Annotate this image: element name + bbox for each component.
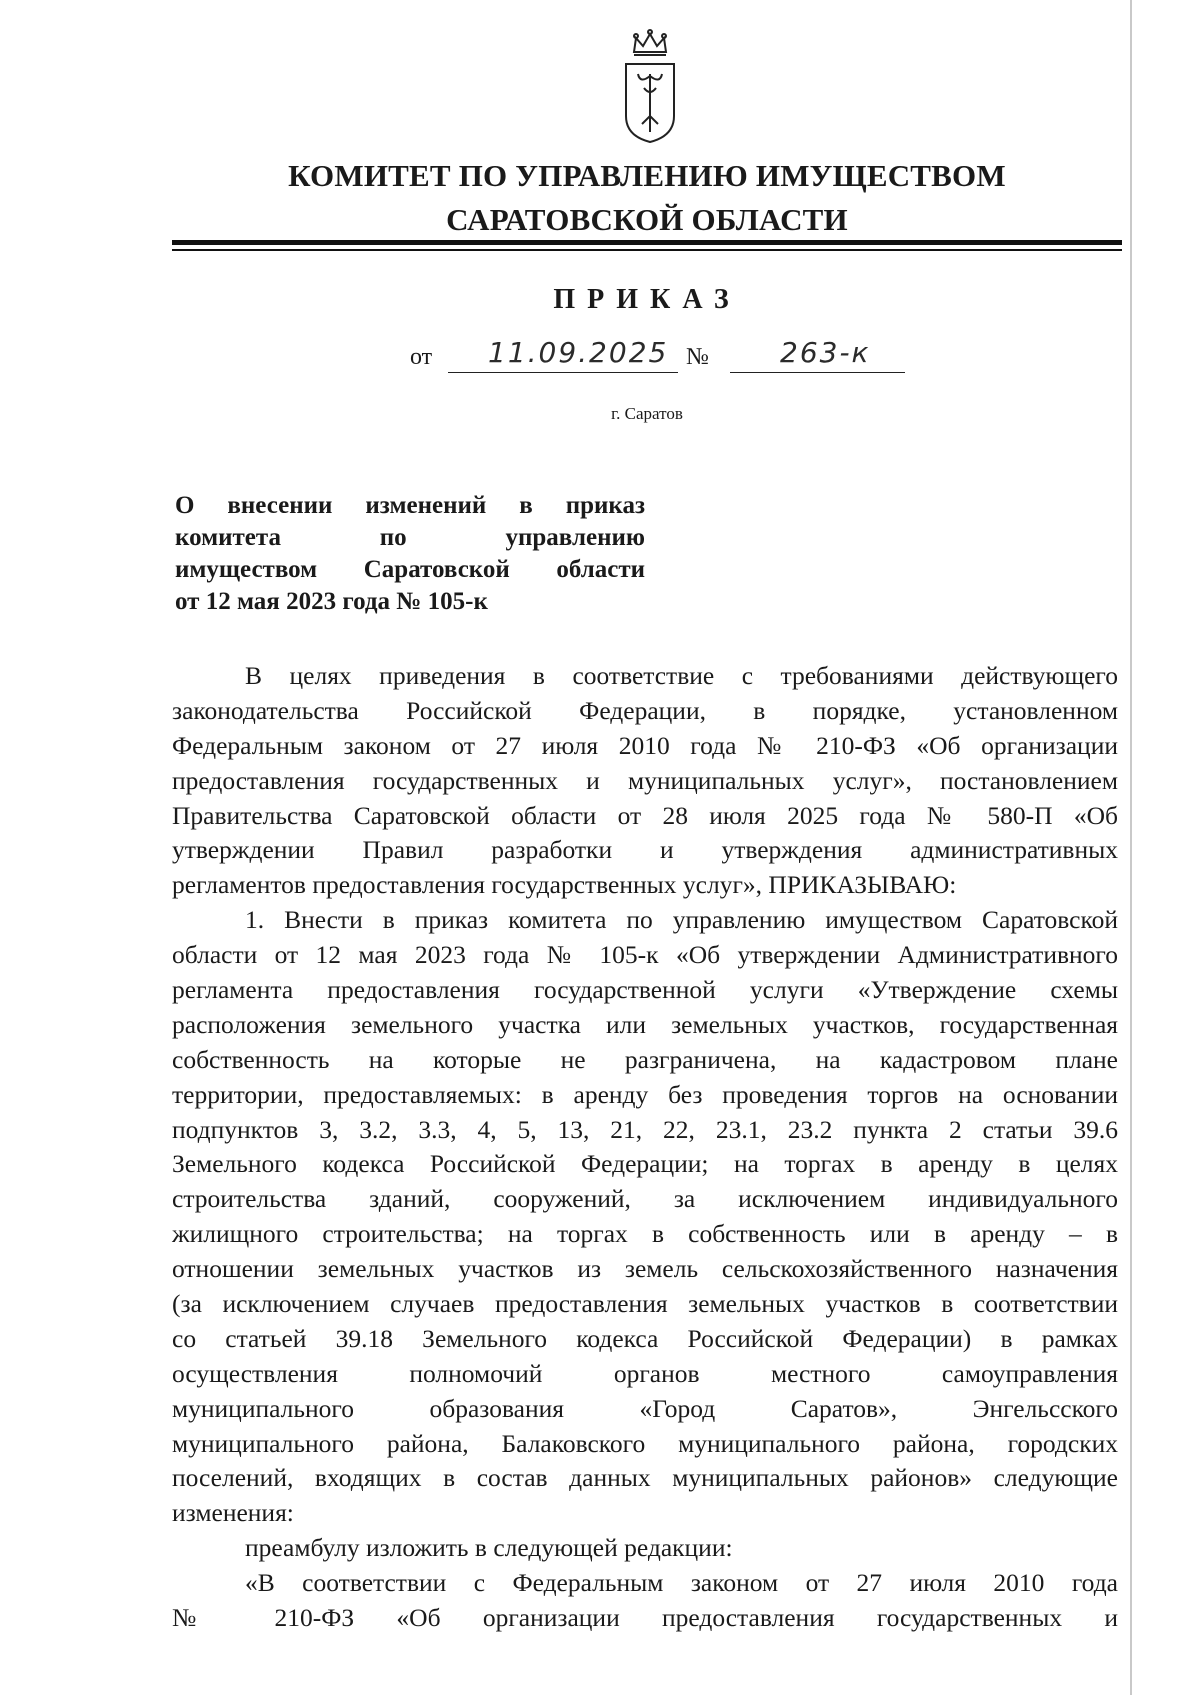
body-line: отношении земельных участков из земель сельскохозяйственного назначения [172, 1254, 1118, 1284]
body-line: муниципального образования «Город Саратов», Энгельсского [172, 1393, 1118, 1423]
body-line: утверждении Правил разработки и утверждения административных [172, 835, 1118, 865]
page-edge [1130, 0, 1132, 1695]
document-type-title: ПРИКАЗ [553, 284, 741, 315]
number-label: № [686, 344, 709, 370]
body-line: расположения земельного участка или земельных участков, государственная [172, 1009, 1118, 1039]
body-line: со статьей 39.18 Земельного кодекса Российской Федерации) в рамках [172, 1323, 1118, 1353]
handwritten-number: 263-к [780, 336, 871, 369]
subject-line: имуществом Саратовской области [175, 556, 645, 583]
body-line: 1. Внести в приказ комитета по управлению имуществом Саратовской [245, 905, 1118, 935]
subject-line: комитета по управлению [175, 524, 645, 551]
org-name-line2: САРАТОВСКОЙ ОБЛАСТИ [446, 202, 848, 237]
subject-heading [175, 490, 645, 618]
body-line: регламентов предоставления государственных услуг», ПРИКАЗЫВАЮ: [172, 870, 957, 900]
body-line: № 210-ФЗ «Об организации предоставления государственных и [172, 1603, 1118, 1633]
org-name-line1: КОМИТЕТ ПО УПРАВЛЕНИЮ ИМУЩЕСТВОМ [288, 158, 1006, 193]
body-line: предоставления государственных и муниципальных услуг», постановлением [172, 765, 1118, 795]
body-line: изменения: [172, 1498, 294, 1528]
coat-of-arms-icon [612, 24, 688, 146]
body-line: регламента предоставления государственной услуги «Утверждение схемы [172, 975, 1118, 1005]
body-text [172, 659, 1118, 1636]
body-line: муниципального района, Балаковского муниципального района, городских [172, 1428, 1118, 1458]
body-line: осуществления полномочий органов местного самоуправления [172, 1358, 1118, 1388]
date-field [448, 336, 678, 373]
body-line: преамбулу изложить в следующей редакции: [245, 1533, 733, 1563]
body-line: территории, предоставляемых: в аренду без проведения торгов на основании [172, 1079, 1118, 1109]
body-line: «В соответствии с Федеральным законом от 27 июля 2010 года [245, 1568, 1118, 1598]
body-line: законодательства Российской Федерации, в порядке, установленном [172, 695, 1118, 725]
subject-line: от 12 мая 2023 года № 105-к [175, 588, 488, 615]
header-rule-thick [172, 240, 1122, 245]
date-label: от [410, 344, 433, 370]
body-line: Федеральным законом от 27 июля 2010 года № 210-ФЗ «Об организации [172, 730, 1118, 760]
body-line: Земельного кодекса Российской Федерации; на торгах в аренду в целях [172, 1149, 1118, 1179]
handwritten-date: 11.09.2025 [488, 336, 669, 369]
body-line: поселений, входящих в состав данных муниципальных районов» следующие [172, 1463, 1118, 1493]
body-line: В целях приведения в соответствие с требованиями действующего [245, 661, 1118, 690]
city-line: г. Саратов [611, 404, 683, 423]
number-field [730, 336, 905, 373]
body-line: Правительства Саратовской области от 28 июля 2025 года № 580-П «Об [172, 800, 1118, 830]
body-line: (за исключением случаев предоставления земельных участков в соответствии [172, 1289, 1118, 1319]
body-line: строительства зданий, сооружений, за исключением индивидуального [172, 1184, 1118, 1214]
body-line: подпунктов 3, 3.2, 3.3, 4, 5, 13, 21, 22, 23.1, 23.2 пункта 2 статьи 39.6 [172, 1114, 1118, 1144]
body-line: собственность на которые не разграничена, на кадастровом плане [172, 1044, 1118, 1074]
body-line: области от 12 мая 2023 года № 105-к «Об утверждении Административного [172, 940, 1118, 970]
header-rule-thin [172, 249, 1122, 251]
body-line: жилищного строительства; на торгах в собственность или в аренду – в [172, 1219, 1118, 1249]
subject-line: О внесении изменений в приказ [175, 492, 645, 519]
